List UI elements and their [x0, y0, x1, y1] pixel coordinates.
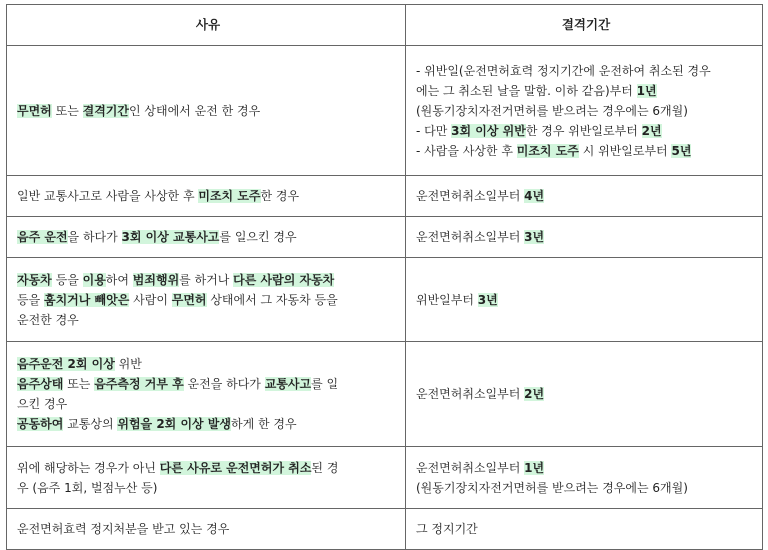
cell-text: 또는: [63, 377, 95, 391]
table-row: [7, 342, 763, 447]
cell-line: [17, 227, 399, 247]
cell-text: 교통상의: [63, 417, 118, 431]
table-row: [7, 509, 763, 550]
header-period: 결격기간: [406, 5, 763, 46]
cell-text: 위반일부터: [416, 292, 478, 307]
table-row: [7, 217, 763, 258]
cell-text: 운전을 하다가: [183, 377, 265, 391]
cell-line: [17, 519, 399, 539]
cell-line: [17, 414, 399, 434]
cell-text: 운전면허효력 정지처분을 받고 있는 경우: [17, 522, 230, 536]
cell-text: 일반 교통사고로 사람을 사상한 후: [17, 189, 199, 203]
cell-text: 운전한 경우: [17, 312, 79, 327]
period-cell: [406, 217, 763, 258]
cell-line: [416, 519, 756, 539]
table-row: [7, 258, 763, 342]
cell-line: [17, 354, 399, 374]
cell-line: [17, 310, 399, 330]
highlighted-text: 3년: [524, 230, 545, 244]
cell-line: [17, 374, 399, 394]
table-row: [7, 447, 763, 509]
highlighted-text: 2년: [524, 387, 545, 401]
period-cell: [406, 46, 763, 176]
cell-line: [416, 101, 756, 121]
cell-line: [17, 394, 399, 414]
cell-text: 운전면허취소일부터: [416, 387, 525, 401]
period-cell: [406, 176, 763, 217]
cell-line: [17, 270, 399, 290]
highlighted-text: 무면허: [171, 292, 207, 307]
highlighted-text: 5년: [671, 143, 692, 158]
reason-cell: [7, 217, 406, 258]
highlighted-text: 3년: [477, 292, 498, 307]
period-cell: [406, 258, 763, 342]
cell-text: 으킨 경우: [17, 397, 68, 411]
cell-line: [17, 101, 399, 121]
cell-text: (원동기장치자전거면허를 받으려는 경우에는 6개월): [416, 480, 688, 495]
disqualification-table: [6, 4, 763, 550]
highlighted-text: 범죄행위: [132, 272, 180, 287]
highlighted-text: 교통사고: [264, 377, 312, 391]
highlighted-text: 음주 운전: [17, 230, 68, 244]
highlighted-text: 1년: [524, 460, 545, 475]
cell-text: - 다만: [416, 123, 452, 138]
highlighted-text: 훔치거나 빼앗은: [44, 292, 130, 307]
cell-line: [416, 227, 756, 247]
period-cell: [406, 342, 763, 447]
cell-text: 를 일: [311, 377, 339, 391]
cell-text: 에는 그 취소된 날을 말함. 이하 같음)부터: [416, 83, 637, 98]
period-cell: [406, 509, 763, 550]
highlighted-text: 2년: [641, 123, 662, 138]
cell-text: 를 하거나: [179, 272, 234, 287]
highlighted-text: 음주측정 거부 후: [94, 377, 184, 391]
cell-text: 등을: [51, 272, 83, 287]
table-row: [7, 176, 763, 217]
highlighted-text: 미조치 도주: [516, 143, 579, 158]
reason-cell: [7, 46, 406, 176]
cell-text: 한 경우 위반일로부터: [525, 123, 642, 138]
cell-text: 를 일으킨 경우: [219, 230, 297, 244]
cell-text: 하게 한 경우: [231, 417, 297, 431]
cell-text: 을 하다가: [67, 230, 122, 244]
highlighted-text: 음주상태: [17, 377, 64, 391]
header-reason: 사유: [7, 5, 406, 46]
cell-text: 사람이: [129, 292, 172, 307]
cell-line: [416, 384, 756, 404]
highlighted-text: 1년: [636, 83, 657, 98]
cell-text: 위반: [114, 357, 142, 371]
cell-text: 운전면허취소일부터: [416, 460, 525, 475]
reason-cell: [7, 258, 406, 342]
reason-cell: [7, 342, 406, 447]
reason-cell: [7, 509, 406, 550]
table-row: [7, 46, 763, 176]
cell-text: 운전면허취소일부터: [416, 189, 525, 203]
cell-text: 그 정지기간: [416, 522, 478, 536]
cell-text: 우 (음주 1회, 벌점누산 등): [17, 480, 158, 495]
highlighted-text: 무면허: [17, 103, 52, 118]
reason-cell: [7, 176, 406, 217]
header-row: [7, 5, 763, 46]
cell-line: [416, 141, 756, 161]
cell-text: 위에 해당하는 경우가 아닌: [17, 460, 160, 475]
cell-text: 하여: [105, 272, 133, 287]
highlighted-text: 결격기간: [82, 103, 129, 118]
highlighted-text: 4년: [524, 189, 545, 203]
cell-line: [416, 121, 756, 141]
cell-text: 등을: [17, 292, 44, 307]
cell-line: [416, 478, 756, 498]
cell-text: - 사람을 사상한 후: [416, 143, 517, 158]
period-cell: [406, 447, 763, 509]
cell-text: 시 위반일로부터: [578, 143, 672, 158]
highlighted-text: 다른 사유로 운전면허가 취소: [159, 460, 312, 475]
highlighted-text: 3회 이상 교통사고: [121, 230, 220, 244]
highlighted-text: 위험을 2회 이상 발생: [117, 417, 231, 431]
cell-text: 또는: [51, 103, 83, 118]
cell-line: [17, 290, 399, 310]
cell-text: 된 경: [311, 460, 339, 475]
cell-text: - 위반일(운전면허효력 정지기간에 운전하여 취소된 경우: [416, 63, 711, 78]
cell-text: 한 경우: [260, 189, 300, 203]
cell-line: [17, 458, 399, 478]
cell-line: [416, 458, 756, 478]
highlighted-text: 3회 이상 위반: [451, 123, 526, 138]
reason-cell: [7, 447, 406, 509]
highlighted-text: 음주운전 2회 이상: [17, 357, 115, 371]
cell-line: [416, 290, 756, 310]
cell-text: 상태에서 그 자동차 등을: [206, 292, 338, 307]
cell-line: [416, 81, 756, 101]
cell-text: 인 상태에서 운전 한 경우: [128, 103, 261, 118]
cell-text: 운전면허취소일부터: [416, 230, 525, 244]
highlighted-text: 미조치 도주: [198, 189, 261, 203]
cell-line: [416, 186, 756, 206]
cell-line: [416, 61, 756, 81]
highlighted-text: 이용: [82, 272, 106, 287]
highlighted-text: 공동하여: [17, 417, 64, 431]
cell-text: (원동기장치자전거면허를 받으려는 경우에는 6개월): [416, 103, 688, 118]
cell-line: [17, 186, 399, 206]
cell-line: [17, 478, 399, 498]
highlighted-text: 다른 사람의 자동차: [233, 272, 335, 287]
highlighted-text: 자동차: [17, 272, 52, 287]
